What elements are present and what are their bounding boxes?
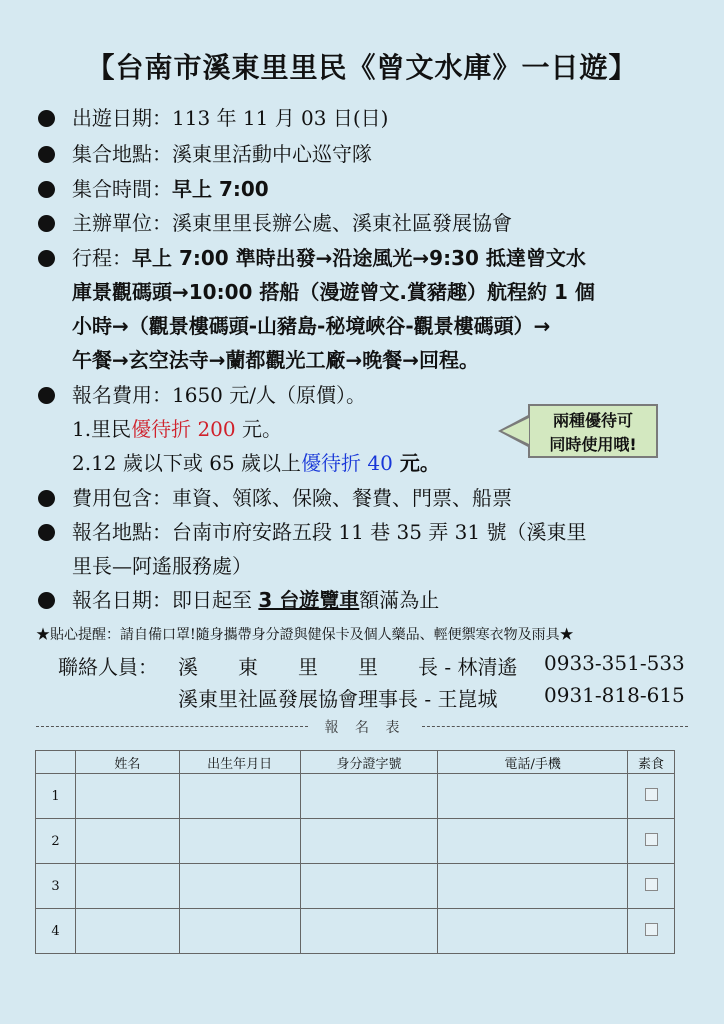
- itinerary-line: 庫景觀碼頭→10:00 搭船（漫遊曾文.賞豬趣）航程約 1 個: [72, 280, 595, 304]
- header-phone: 電話/手機: [438, 751, 628, 774]
- vegetarian-checkbox[interactable]: [645, 788, 658, 801]
- vegetarian-checkbox-cell[interactable]: [628, 864, 675, 909]
- header-name: 姓名: [75, 751, 179, 774]
- includes-label: 費用包含：: [72, 486, 172, 510]
- date-value: 113 年 11 月 03 日(日): [172, 106, 389, 130]
- form-title: 報 名 表: [324, 720, 406, 736]
- bullet-icon: [38, 592, 55, 609]
- page-title: 【台南市溪東里里民《曾文水庫》一日遊】: [86, 51, 638, 84]
- discount-2-highlight: 優待折 40: [301, 451, 393, 475]
- phone-field[interactable]: [438, 864, 628, 909]
- bullet-icon: [38, 250, 55, 267]
- itinerary-line: 午餐→玄空法寺→蘭都觀光工廠→晚餐→回程。: [72, 348, 480, 372]
- phone-field[interactable]: [438, 909, 628, 954]
- location-value-cont: 里長—阿遙服務處）: [72, 554, 252, 578]
- vegetarian-checkbox[interactable]: [645, 878, 658, 891]
- vegetarian-checkbox[interactable]: [645, 833, 658, 846]
- discount-1-text: 1.里民: [72, 417, 132, 441]
- id-number-field[interactable]: [300, 819, 438, 864]
- birthdate-field[interactable]: [179, 819, 300, 864]
- header-id-number: 身分證字號: [300, 751, 438, 774]
- time-label: 集合時間：: [72, 177, 172, 201]
- date-label: 出遊日期：: [72, 106, 172, 130]
- discount-2-text: 2.12 歲以下或 65 歲以上: [72, 451, 302, 475]
- place-label: 集合地點：: [72, 142, 172, 166]
- includes-value: 車資、領隊、保險、餐費、門票、船票: [172, 486, 512, 510]
- discount-2-suffix: 元。: [392, 451, 440, 475]
- divider-line-left: [36, 726, 308, 727]
- vegetarian-checkbox-cell[interactable]: [628, 774, 675, 819]
- name-field[interactable]: [75, 864, 179, 909]
- bullet-icon: [38, 215, 55, 232]
- contact-label: 聯絡人員：: [58, 655, 158, 679]
- deadline-text: 即日起至: [172, 588, 259, 612]
- deadline-suffix: 額滿為止: [359, 588, 440, 612]
- reminder-note: ★貼心提醒：請自備口罩!隨身攜帶身分證與健保卡及個人藥品、輕便禦寒衣物及雨具★: [36, 627, 574, 643]
- form-divider: [36, 716, 688, 736]
- id-number-field[interactable]: [300, 864, 438, 909]
- bullet-icon: [38, 110, 55, 127]
- time-value: 早上 7:00: [172, 177, 269, 201]
- row-number: 4: [36, 909, 76, 954]
- deadline-highlight: 3 台遊覽車: [258, 588, 360, 612]
- birthdate-field[interactable]: [179, 774, 300, 819]
- callout-line-2: 同時使用哦!: [549, 435, 637, 454]
- itinerary-line: 早上 7:00 準時出發→沿途風光→9:30 抵達曾文水: [132, 246, 586, 270]
- bullet-icon: [38, 387, 55, 404]
- callout-box: [528, 404, 658, 458]
- discount-2: [72, 446, 440, 480]
- host-value: 溪東里里長辦公處、溪東社區發展協會: [172, 211, 512, 235]
- contact-phone-1: 0933-351-533: [544, 651, 685, 675]
- bullet-icon: [38, 490, 55, 507]
- row-number: 1: [36, 774, 76, 819]
- discount-1-suffix: 元。: [235, 417, 282, 441]
- location-label: 報名地點：: [72, 520, 172, 544]
- fee-value: 1650 元/人（原價）。: [172, 383, 366, 407]
- table-row: [36, 864, 675, 909]
- name-field[interactable]: [75, 909, 179, 954]
- vegetarian-checkbox[interactable]: [645, 923, 658, 936]
- divider-line-right: [422, 726, 688, 727]
- id-number-field[interactable]: [300, 909, 438, 954]
- place-value: 溪東里活動中心巡守隊: [172, 142, 372, 166]
- contact-person-1: 溪 東 里 里 長 - 林清遙: [178, 655, 518, 679]
- phone-field[interactable]: [438, 819, 628, 864]
- name-field[interactable]: [75, 774, 179, 819]
- row-number: 3: [36, 864, 76, 909]
- header-birthdate: 出生年月日: [179, 751, 300, 774]
- header-index: [36, 751, 76, 774]
- table-row: [36, 819, 675, 864]
- vegetarian-checkbox-cell[interactable]: [628, 909, 675, 954]
- deadline-label: 報名日期：: [72, 588, 172, 612]
- discount-1: [72, 412, 282, 446]
- row-number: 2: [36, 819, 76, 864]
- bullet-icon: [38, 146, 55, 163]
- itinerary-line: 小時→（觀景樓碼頭-山豬島-秘境峽谷-觀景樓碼頭）→: [72, 314, 551, 338]
- contact-person-2: 溪東里社區發展協會理事長 - 王崑城: [178, 687, 498, 711]
- arrow-fill: [502, 418, 529, 444]
- registration-table: [35, 750, 675, 954]
- host-label: 主辦單位：: [72, 211, 172, 235]
- birthdate-field[interactable]: [179, 909, 300, 954]
- itinerary-label: 行程：: [72, 246, 132, 270]
- vegetarian-checkbox-cell[interactable]: [628, 819, 675, 864]
- fee-label: 報名費用：: [72, 383, 172, 407]
- contact-phone-2: 0931-818-615: [544, 683, 685, 707]
- bullet-icon: [38, 524, 55, 541]
- id-number-field[interactable]: [300, 774, 438, 819]
- discount-1-highlight: 優待折 200: [131, 417, 236, 441]
- discount-callout: [498, 404, 662, 462]
- callout-line-1: 兩種優待可: [552, 411, 633, 430]
- location-value: 台南市府安路五段 11 巷 35 弄 31 號（溪東里: [172, 520, 587, 544]
- table-row: [36, 909, 675, 954]
- header-vegetarian: 素食: [628, 751, 675, 774]
- bullet-icon: [38, 181, 55, 198]
- birthdate-field[interactable]: [179, 864, 300, 909]
- table-header-row: [36, 751, 675, 774]
- table-row: [36, 774, 675, 819]
- name-field[interactable]: [75, 819, 179, 864]
- phone-field[interactable]: [438, 774, 628, 819]
